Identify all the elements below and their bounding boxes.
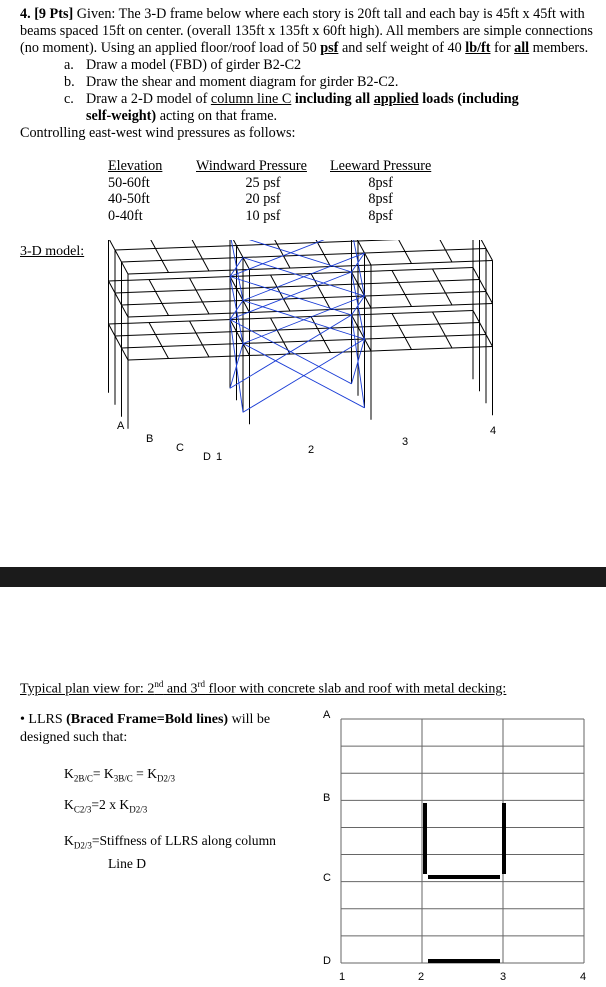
bullet: • bbox=[20, 712, 25, 727]
beam bbox=[230, 240, 250, 270]
table-row bbox=[108, 191, 431, 208]
grid-label-4: 4 bbox=[490, 425, 497, 437]
question-number: 4. bbox=[20, 6, 31, 22]
part-c-bold-3: self-weight) bbox=[86, 108, 157, 124]
question-points: [9 Pts] bbox=[34, 6, 74, 22]
lbft-term: lb/ft bbox=[465, 40, 491, 56]
header-leeward: Leeward Pressure bbox=[330, 158, 432, 174]
part-a-letter: a. bbox=[64, 57, 74, 73]
part-b-text: Draw the shear and moment diagram for girder B2-C2. bbox=[86, 74, 399, 90]
table-row bbox=[108, 208, 431, 225]
plan-title-sup-2: rd bbox=[197, 679, 206, 689]
question-intro bbox=[20, 6, 595, 57]
table-cell: 20 psf bbox=[245, 191, 281, 207]
part-a bbox=[20, 57, 595, 74]
beam bbox=[392, 271, 412, 307]
table-cell: 40-50ft bbox=[108, 191, 150, 207]
part-c-letter: c. bbox=[64, 91, 74, 107]
beam bbox=[271, 275, 291, 311]
beam bbox=[149, 240, 169, 273]
girder bbox=[115, 240, 480, 250]
girder bbox=[122, 292, 487, 306]
eq-mid: =2 x K bbox=[91, 797, 130, 812]
girder bbox=[109, 311, 474, 325]
grid-label-A: A bbox=[117, 420, 125, 432]
part-b-letter: b. bbox=[64, 74, 75, 90]
beam bbox=[109, 324, 129, 360]
part-c-bold-2: loads (including bbox=[418, 91, 519, 107]
divider-bar bbox=[0, 567, 606, 587]
beam bbox=[311, 317, 331, 353]
girder bbox=[128, 304, 493, 318]
plan-grid-lines bbox=[341, 719, 584, 963]
eq-k: K bbox=[64, 833, 74, 848]
grid-label-D: D bbox=[203, 451, 211, 463]
plan-title-1: Typical plan view for: 2 bbox=[20, 681, 155, 697]
eq-sub: C2/3 bbox=[73, 804, 92, 815]
plan-row-A: A bbox=[323, 709, 331, 721]
intro-text-3: for bbox=[490, 40, 515, 56]
llrs-description bbox=[20, 711, 310, 747]
plan-axis-labels bbox=[323, 709, 586, 983]
beam bbox=[190, 321, 210, 357]
eq-k: K bbox=[64, 797, 74, 812]
table-cell: 50-60ft bbox=[108, 174, 150, 191]
eq-sub: D2/3 bbox=[129, 804, 148, 815]
frame-3d-diagram bbox=[0, 240, 606, 465]
llrs-bold: (Braced Frame=Bold lines) bbox=[66, 712, 229, 727]
girder bbox=[109, 268, 474, 282]
table-cell: 8psf bbox=[368, 174, 393, 191]
plan-row-B: B bbox=[323, 792, 331, 804]
plan-row-C: C bbox=[323, 872, 331, 884]
part-c-text-1: Draw a 2-D model of bbox=[86, 91, 211, 107]
part-a-text: Draw a model (FBD) of girder B2-C2 bbox=[86, 57, 302, 73]
wind-intro: Controlling east-west wind pressures as follows: bbox=[20, 125, 296, 141]
question-parts bbox=[20, 57, 595, 125]
table-cell: 0-40ft bbox=[108, 207, 143, 224]
equation-3 bbox=[64, 832, 276, 872]
eq-mid: =Stiffness of LLRS along column bbox=[91, 833, 276, 848]
psf-term: psf bbox=[320, 40, 339, 56]
beam bbox=[473, 268, 493, 304]
beam bbox=[433, 240, 453, 262]
beam bbox=[392, 314, 412, 350]
llrs-text-2: will be designed such that: bbox=[20, 712, 271, 745]
table-header-row bbox=[108, 158, 431, 175]
eq-k: K bbox=[64, 766, 74, 781]
eq-sub: D2/3 bbox=[73, 840, 92, 851]
eq-sub: 2B/C bbox=[73, 773, 93, 784]
beam bbox=[149, 323, 169, 359]
beam bbox=[190, 240, 210, 271]
intro-text-4: members. bbox=[529, 40, 589, 56]
eq-mid: = K bbox=[132, 766, 158, 781]
table-row bbox=[108, 175, 431, 192]
girder bbox=[128, 261, 493, 275]
beam bbox=[473, 311, 493, 347]
girder bbox=[122, 249, 487, 263]
part-c-continued bbox=[20, 108, 595, 125]
table-cell: 8psf bbox=[368, 191, 393, 207]
beam bbox=[433, 269, 453, 305]
girder bbox=[115, 280, 480, 294]
intro-text-2: and self weight of 40 bbox=[338, 40, 466, 56]
grid-label-B: B bbox=[146, 433, 154, 445]
grid-label-2: 2 bbox=[308, 444, 315, 456]
plan-row-D: D bbox=[323, 955, 331, 967]
girder bbox=[128, 347, 493, 361]
girder bbox=[122, 335, 487, 349]
all-term: all bbox=[514, 40, 530, 56]
part-c-bold-1: including all bbox=[291, 91, 374, 107]
grid-label-1: 1 bbox=[216, 451, 223, 463]
beam bbox=[109, 281, 129, 317]
table-cell: 25 psf bbox=[245, 174, 281, 191]
question-text bbox=[20, 6, 595, 142]
girder bbox=[115, 323, 480, 337]
beam bbox=[473, 240, 493, 261]
beam bbox=[311, 274, 331, 310]
frame-members bbox=[109, 240, 493, 429]
grid-label-3: 3 bbox=[402, 436, 409, 448]
model-label: 3-D model: bbox=[20, 244, 85, 259]
part-c bbox=[20, 91, 595, 108]
part-c-applied: applied bbox=[373, 91, 419, 107]
beam bbox=[109, 240, 129, 274]
plan-title bbox=[20, 679, 506, 698]
header-windward: Windward Pressure bbox=[196, 158, 307, 174]
beam bbox=[271, 318, 291, 354]
plan-col-3: 3 bbox=[500, 971, 507, 983]
llrs-text-1: LLRS bbox=[24, 712, 67, 727]
table-cell: 10 psf bbox=[245, 207, 281, 224]
eq-sub: 3B/C bbox=[113, 773, 133, 784]
part-c-column-line: column line C bbox=[210, 91, 292, 107]
plan-col-2: 2 bbox=[418, 971, 425, 983]
intro-text-1: Given: The 3-D frame below where each story is 20ft tall and each bay is 45ft x 45ft with beams spaced 15ft on center. (overall 135ft x 135ft x 60ft high). All members are simple connections (no moment). Using an applied floor/roof load of 50 bbox=[20, 6, 593, 56]
header-elevation: Elevation bbox=[108, 158, 163, 174]
beam bbox=[433, 312, 453, 348]
plan-col-4: 4 bbox=[580, 971, 587, 983]
beam bbox=[149, 280, 169, 316]
beam bbox=[190, 278, 210, 314]
equation-1 bbox=[64, 766, 175, 784]
brace bbox=[243, 301, 365, 340]
table-cell: 8psf bbox=[368, 207, 393, 224]
eq-sub: D2/3 bbox=[157, 773, 176, 784]
plan-col-1: 1 bbox=[339, 971, 346, 983]
equation-2 bbox=[64, 797, 147, 815]
plan-title-2: and 3 bbox=[163, 681, 198, 697]
wind-pressure-table bbox=[108, 158, 431, 224]
eq-mid: = K bbox=[92, 766, 114, 781]
plan-title-sup-1: nd bbox=[154, 679, 164, 689]
part-c-text-4: acting on that frame. bbox=[156, 108, 278, 124]
part-b bbox=[20, 74, 595, 91]
braced-frames bbox=[425, 803, 504, 961]
grid-label-C: C bbox=[176, 442, 184, 454]
plan-title-3: floor with concrete slab and roof with metal decking: bbox=[205, 681, 507, 697]
eq-line2: Line D bbox=[108, 855, 147, 871]
grid-labels bbox=[117, 420, 496, 463]
